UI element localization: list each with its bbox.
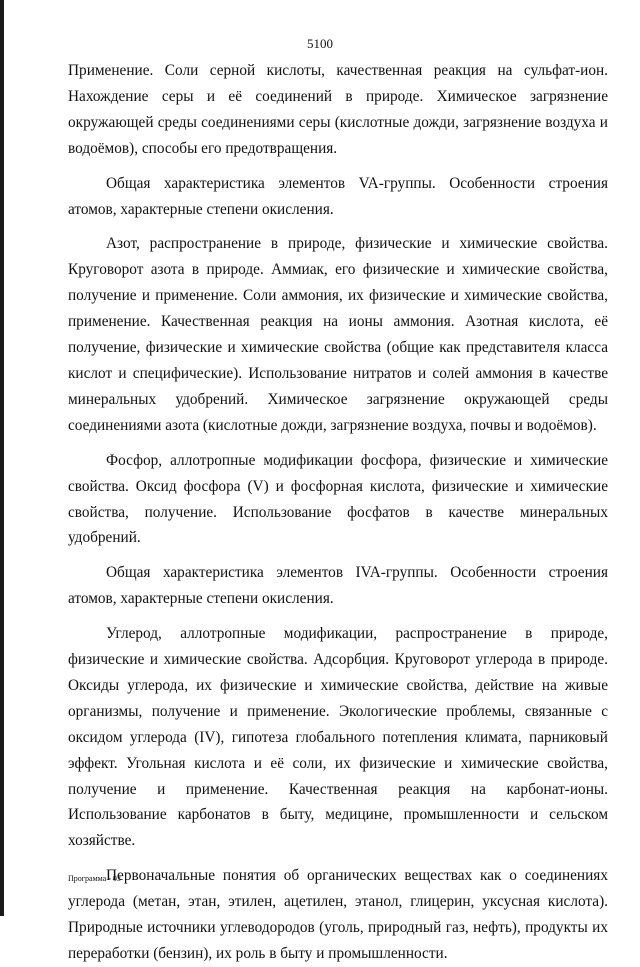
paragraph-nitrogen: Азот, распространение в природе, физические и химические свойства. Круговорот азота в природе. Аммиак, его физические и химические свойства, получение и применение. Соли аммония, их физические и химические свойства, применение. Качественная реакция на ионы аммония. Азотная кислота, её получение, физические и химические свойства (общие как представителя класса кислот и специфические). Использование нитратов и солей аммония в качестве минеральных удобрений. Химическое загрязнение окружающей среды соединениями азота (кислотные дожди, загрязнение воздуха, почвы и водоёмов). bbox=[68, 235, 608, 434]
document-body bbox=[68, 58, 608, 967]
paragraph-group-va: Общая характеристика элементов VA-группы. Особенности строения атомов, характерные степени окисления. bbox=[68, 174, 608, 218]
footer-label: Программа - 03 bbox=[68, 874, 121, 883]
paragraph-phosphorus: Фосфор, аллотропные модификации фосфора, физические и химические свойства. Оксид фосфора (V) и фосфорная кислота, физические и химические свойства, получение. Использование фосфатов в качестве минеральных удобрений. bbox=[68, 451, 608, 547]
paragraph-sulfur-continued: Применение. Соли серной кислоты, качественная реакция на сульфат-ион. Нахождение серы и её соединений в природе. Химическое загрязнение окружающей среды соединениями серы (кислотные дожди, загрязнение воздуха и водоёмов), способы его предотвращения. bbox=[68, 62, 608, 157]
paragraph-organic: Первоначальные понятия об органических веществах как о соединениях углерода (метан, этан, этилен, ацетилен, этанол, глицерин, уксусная кислота). Природные источники углеводородов (уголь, природный газ, нефть), продукты их переработки (бензин), их роль в быту и промышленности. bbox=[68, 867, 608, 962]
scan-edge bbox=[0, 0, 4, 916]
page-number: 5100 bbox=[307, 36, 333, 51]
paragraph-carbon: Углерод, аллотропные модификации, распространение в природе, физические и химические свойства. Адсорбция. Круговорот углерода в природе. Оксиды углерода, их физические и химические свойства, действие на живые организмы, получение и применение. Экологические проблемы, связанные с оксидом углерода (IV), гипотеза глобального потепления климата, парниковый эффект. Угольная кислота и её соли, их физические и химические свойства, получение и применение. Качественная реакция на карбонат-ионы. Использование карбонатов в быту, медицине, промышленности и сельском хозяйстве. bbox=[68, 625, 608, 850]
paragraph-group-iva: Общая характеристика элементов IVA-группы. Особенности строения атомов, характерные степени окисления. bbox=[68, 564, 608, 608]
